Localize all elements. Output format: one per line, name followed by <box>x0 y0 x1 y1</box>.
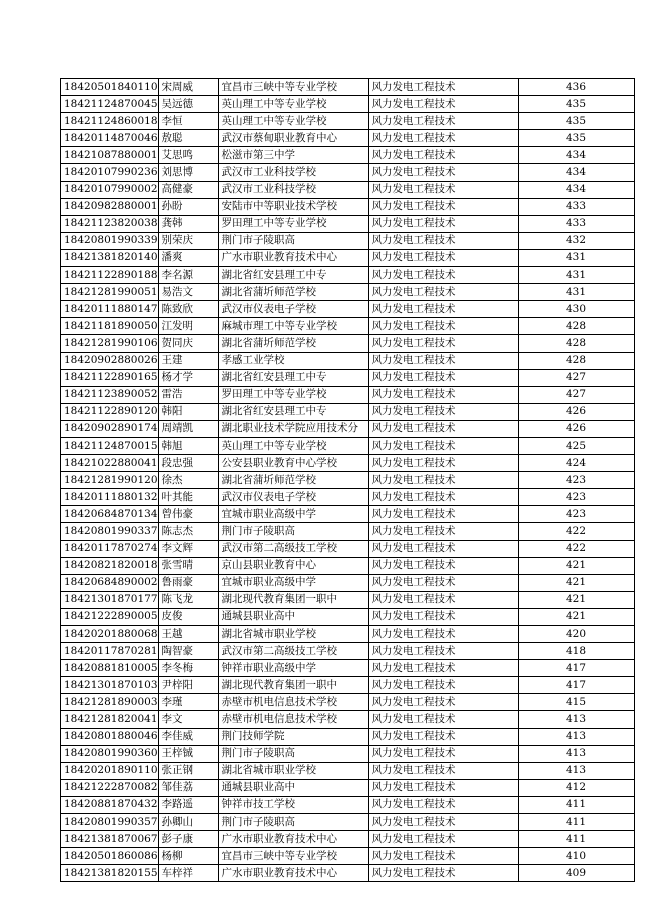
student-name-cell: 杨柳 <box>158 848 218 865</box>
school-cell: 宜城市职业高级中学 <box>218 574 368 591</box>
score-cell: 428 <box>518 335 634 352</box>
school-cell: 武汉市第二高级技工学校 <box>218 643 368 660</box>
major-cell: 风力发电工程技术 <box>368 779 518 796</box>
student-name-cell: 敖聪 <box>158 130 218 147</box>
score-cell: 435 <box>518 96 634 113</box>
exam-number-cell: 18420501840110 <box>61 79 159 96</box>
student-name-cell: 陈飞龙 <box>158 591 218 608</box>
school-cell: 赤壁市机电信息技术学校 <box>218 694 368 711</box>
score-cell: 426 <box>518 403 634 420</box>
school-cell: 广水市职业教育技术中心 <box>218 249 368 266</box>
school-cell: 罗田理工中等专业学校 <box>218 386 368 403</box>
exam-number-cell: 18421222870082 <box>61 779 159 796</box>
table-row <box>61 694 635 711</box>
exam-number-cell: 18420684870134 <box>61 506 159 523</box>
exam-number-cell: 18421301870177 <box>61 591 159 608</box>
school-cell: 通城县职业高中 <box>218 779 368 796</box>
score-cell: 428 <box>518 352 634 369</box>
score-cell: 435 <box>518 130 634 147</box>
student-name-cell: 陈志杰 <box>158 523 218 540</box>
school-cell: 武汉市第二高级技工学校 <box>218 540 368 557</box>
major-cell: 风力发电工程技术 <box>368 420 518 437</box>
school-cell: 武汉市仪表电子学校 <box>218 489 368 506</box>
score-cell: 433 <box>518 215 634 232</box>
table-row <box>61 591 635 608</box>
table-row <box>61 249 635 266</box>
table-row <box>61 506 635 523</box>
student-name-cell: 彭子康 <box>158 831 218 848</box>
major-cell: 风力发电工程技术 <box>368 677 518 694</box>
student-name-cell: 别荣庆 <box>158 232 218 249</box>
exam-number-cell: 18420801990357 <box>61 814 159 831</box>
exam-number-cell: 18420684890002 <box>61 574 159 591</box>
score-cell: 417 <box>518 677 634 694</box>
table-row <box>61 267 635 284</box>
score-cell: 425 <box>518 437 634 454</box>
major-cell: 风力发电工程技术 <box>368 301 518 318</box>
score-cell: 436 <box>518 79 634 96</box>
major-cell: 风力发电工程技术 <box>368 472 518 489</box>
exam-number-cell: 18421087880001 <box>61 147 159 164</box>
table-row <box>61 831 635 848</box>
major-cell: 风力发电工程技术 <box>368 284 518 301</box>
student-name-cell: 李路遥 <box>158 796 218 813</box>
table-row <box>61 455 635 472</box>
table-body <box>61 79 635 882</box>
student-name-cell: 吴远德 <box>158 96 218 113</box>
exam-number-cell: 18421281820041 <box>61 711 159 728</box>
student-name-cell: 尹梓阳 <box>158 677 218 694</box>
score-cell: 422 <box>518 523 634 540</box>
score-cell: 431 <box>518 284 634 301</box>
exam-number-cell: 18420111880132 <box>61 489 159 506</box>
school-cell: 通城县职业高中 <box>218 608 368 625</box>
school-cell: 湖北省城市职业学校 <box>218 626 368 643</box>
major-cell: 风力发电工程技术 <box>368 335 518 352</box>
school-cell: 湖北省红安县理工中专 <box>218 267 368 284</box>
table-row <box>61 318 635 335</box>
school-cell: 湖北省蒲圻师范学校 <box>218 284 368 301</box>
exam-number-cell: 18420801990360 <box>61 745 159 762</box>
table-row <box>61 489 635 506</box>
school-cell: 武汉市蔡甸职业教育中心 <box>218 130 368 147</box>
exam-number-cell: 18420117870274 <box>61 540 159 557</box>
school-cell: 孝感工业学校 <box>218 352 368 369</box>
student-name-cell: 李名源 <box>158 267 218 284</box>
student-name-cell: 潘爽 <box>158 249 218 266</box>
exam-number-cell: 18420881810005 <box>61 660 159 677</box>
exam-number-cell: 18421181890050 <box>61 318 159 335</box>
score-cell: 415 <box>518 694 634 711</box>
student-name-cell: 皮俊 <box>158 608 218 625</box>
table-row <box>61 762 635 779</box>
school-cell: 英山理工中等专业学校 <box>218 437 368 454</box>
major-cell: 风力发电工程技术 <box>368 574 518 591</box>
major-cell: 风力发电工程技术 <box>368 865 518 882</box>
student-name-cell: 李冬梅 <box>158 660 218 677</box>
major-cell: 风力发电工程技术 <box>368 489 518 506</box>
exam-number-cell: 18420107990002 <box>61 181 159 198</box>
school-cell: 湖北省城市职业学校 <box>218 762 368 779</box>
exam-number-cell: 18421122890120 <box>61 403 159 420</box>
major-cell: 风力发电工程技术 <box>368 831 518 848</box>
student-name-cell: 刘思博 <box>158 164 218 181</box>
table-row <box>61 403 635 420</box>
student-name-cell: 艾思鸣 <box>158 147 218 164</box>
score-cell: 421 <box>518 608 634 625</box>
school-cell: 罗田理工中等专业学校 <box>218 215 368 232</box>
score-cell: 409 <box>518 865 634 882</box>
table-row <box>61 96 635 113</box>
major-cell: 风力发电工程技术 <box>368 352 518 369</box>
school-cell: 英山理工中等专业学校 <box>218 96 368 113</box>
exam-number-cell: 18420902890174 <box>61 420 159 437</box>
major-cell: 风力发电工程技术 <box>368 455 518 472</box>
table-row <box>61 848 635 865</box>
score-cell: 431 <box>518 267 634 284</box>
table-row <box>61 284 635 301</box>
school-cell: 京山县职业教育中心 <box>218 557 368 574</box>
school-cell: 广水市职业教育技术中心 <box>218 831 368 848</box>
major-cell: 风力发电工程技术 <box>368 728 518 745</box>
school-cell: 赤壁市机电信息技术学校 <box>218 711 368 728</box>
exam-number-cell: 18421222890005 <box>61 608 159 625</box>
student-name-cell: 王建 <box>158 352 218 369</box>
student-name-cell: 贺同庆 <box>158 335 218 352</box>
major-cell: 风力发电工程技术 <box>368 249 518 266</box>
school-cell: 荆门市子陵职高 <box>218 523 368 540</box>
table-row <box>61 796 635 813</box>
table-row <box>61 557 635 574</box>
table-row <box>61 369 635 386</box>
exam-number-cell: 18420902880026 <box>61 352 159 369</box>
major-cell: 风力发电工程技术 <box>368 745 518 762</box>
exam-number-cell: 18421123820038 <box>61 215 159 232</box>
table-row <box>61 540 635 557</box>
table-row <box>61 779 635 796</box>
exam-number-cell: 18420881870432 <box>61 796 159 813</box>
major-cell: 风力发电工程技术 <box>368 711 518 728</box>
exam-number-cell: 18421301870103 <box>61 677 159 694</box>
exam-number-cell: 18421281990120 <box>61 472 159 489</box>
school-cell: 湖北现代教育集团一职中 <box>218 591 368 608</box>
major-cell: 风力发电工程技术 <box>368 130 518 147</box>
score-cell: 421 <box>518 557 634 574</box>
score-cell: 423 <box>518 472 634 489</box>
score-cell: 424 <box>518 455 634 472</box>
major-cell: 风力发电工程技术 <box>368 694 518 711</box>
student-name-cell: 徐杰 <box>158 472 218 489</box>
exam-number-cell: 18421122890165 <box>61 369 159 386</box>
exam-number-cell: 18420801990337 <box>61 523 159 540</box>
student-name-cell: 易浩文 <box>158 284 218 301</box>
major-cell: 风力发电工程技术 <box>368 848 518 865</box>
school-cell: 湖北省红安县理工中专 <box>218 403 368 420</box>
school-cell: 湖北现代教育集团一职中 <box>218 677 368 694</box>
student-name-cell: 张正钢 <box>158 762 218 779</box>
school-cell: 公安县职业教育中心学校 <box>218 455 368 472</box>
score-cell: 427 <box>518 386 634 403</box>
exam-number-cell: 18420111880147 <box>61 301 159 318</box>
school-cell: 荆门技师学院 <box>218 728 368 745</box>
table-row <box>61 711 635 728</box>
school-cell: 麻城市理工中等专业学校 <box>218 318 368 335</box>
student-name-cell: 王梓铖 <box>158 745 218 762</box>
student-name-cell: 张雪晴 <box>158 557 218 574</box>
student-name-cell: 宋周威 <box>158 79 218 96</box>
student-name-cell: 段忠强 <box>158 455 218 472</box>
score-cell: 430 <box>518 301 634 318</box>
major-cell: 风力发电工程技术 <box>368 96 518 113</box>
table-row <box>61 643 635 660</box>
major-cell: 风力发电工程技术 <box>368 147 518 164</box>
major-cell: 风力发电工程技术 <box>368 267 518 284</box>
student-name-cell: 江发明 <box>158 318 218 335</box>
exam-number-cell: 18420117870281 <box>61 643 159 660</box>
score-cell: 413 <box>518 711 634 728</box>
score-cell: 434 <box>518 181 634 198</box>
score-cell: 426 <box>518 420 634 437</box>
score-cell: 411 <box>518 814 634 831</box>
exam-number-cell: 18421022880041 <box>61 455 159 472</box>
major-cell: 风力发电工程技术 <box>368 198 518 215</box>
table-row <box>61 420 635 437</box>
major-cell: 风力发电工程技术 <box>368 506 518 523</box>
major-cell: 风力发电工程技术 <box>368 523 518 540</box>
school-cell: 湖北省红安县理工中专 <box>218 369 368 386</box>
student-name-cell: 陶智豪 <box>158 643 218 660</box>
school-cell: 安陆市中等职业技术学校 <box>218 198 368 215</box>
exam-number-cell: 18420801990339 <box>61 232 159 249</box>
exam-number-cell: 18421281990106 <box>61 335 159 352</box>
school-cell: 荆门市子陵职高 <box>218 745 368 762</box>
student-name-cell: 高健豪 <box>158 181 218 198</box>
school-cell: 武汉市仪表电子学校 <box>218 301 368 318</box>
student-name-cell: 孙卿山 <box>158 814 218 831</box>
score-cell: 413 <box>518 762 634 779</box>
score-cell: 432 <box>518 232 634 249</box>
school-cell: 荆门市子陵职高 <box>218 814 368 831</box>
score-cell: 431 <box>518 249 634 266</box>
exam-number-cell: 18421381870067 <box>61 831 159 848</box>
table-row <box>61 215 635 232</box>
student-name-cell: 韩阳 <box>158 403 218 420</box>
score-cell: 412 <box>518 779 634 796</box>
school-cell: 松滋市第三中学 <box>218 147 368 164</box>
student-name-cell: 李文 <box>158 711 218 728</box>
major-cell: 风力发电工程技术 <box>368 215 518 232</box>
table-row <box>61 352 635 369</box>
score-cell: 421 <box>518 574 634 591</box>
exam-number-cell: 18420501860086 <box>61 848 159 865</box>
major-cell: 风力发电工程技术 <box>368 318 518 335</box>
exam-number-cell: 18420201890110 <box>61 762 159 779</box>
table-row <box>61 574 635 591</box>
exam-number-cell: 18420107990236 <box>61 164 159 181</box>
score-cell: 428 <box>518 318 634 335</box>
table-row <box>61 147 635 164</box>
student-name-cell: 韩旭 <box>158 437 218 454</box>
school-cell: 湖北省蒲圻师范学校 <box>218 472 368 489</box>
major-cell: 风力发电工程技术 <box>368 369 518 386</box>
table-row <box>61 386 635 403</box>
exam-number-cell: 18421124870045 <box>61 96 159 113</box>
major-cell: 风力发电工程技术 <box>368 386 518 403</box>
score-cell: 418 <box>518 643 634 660</box>
table-row <box>61 130 635 147</box>
score-cell: 422 <box>518 540 634 557</box>
table-row <box>61 437 635 454</box>
table-row <box>61 79 635 96</box>
student-name-cell: 李佳威 <box>158 728 218 745</box>
score-cell: 427 <box>518 369 634 386</box>
table-row <box>61 232 635 249</box>
school-cell: 宜城市职业高级中学 <box>218 506 368 523</box>
score-cell: 410 <box>518 848 634 865</box>
major-cell: 风力发电工程技术 <box>368 232 518 249</box>
student-name-cell: 叶其能 <box>158 489 218 506</box>
school-cell: 湖北省蒲圻师范学校 <box>218 335 368 352</box>
table-row <box>61 164 635 181</box>
major-cell: 风力发电工程技术 <box>368 626 518 643</box>
student-name-cell: 曾伟豪 <box>158 506 218 523</box>
major-cell: 风力发电工程技术 <box>368 181 518 198</box>
table-row <box>61 523 635 540</box>
score-cell: 433 <box>518 198 634 215</box>
school-cell: 宜昌市三峡中等专业学校 <box>218 848 368 865</box>
table-row <box>61 198 635 215</box>
school-cell: 钟祥市技工学校 <box>218 796 368 813</box>
table-row <box>61 608 635 625</box>
major-cell: 风力发电工程技术 <box>368 540 518 557</box>
student-name-cell: 王越 <box>158 626 218 643</box>
school-cell: 钟祥市职业高级中学 <box>218 660 368 677</box>
school-cell: 广水市职业教育技术中心 <box>218 865 368 882</box>
table-row <box>61 335 635 352</box>
major-cell: 风力发电工程技术 <box>368 660 518 677</box>
score-cell: 435 <box>518 113 634 130</box>
exam-number-cell: 18421123890052 <box>61 386 159 403</box>
major-cell: 风力发电工程技术 <box>368 608 518 625</box>
score-cell: 423 <box>518 489 634 506</box>
school-cell: 武汉市工业科技学校 <box>218 164 368 181</box>
exam-number-cell: 18421124870015 <box>61 437 159 454</box>
student-name-cell: 李恒 <box>158 113 218 130</box>
admission-table <box>60 78 635 882</box>
student-name-cell: 周靖凯 <box>158 420 218 437</box>
table-row <box>61 626 635 643</box>
exam-number-cell: 18420201880068 <box>61 626 159 643</box>
student-name-cell: 车梓祥 <box>158 865 218 882</box>
exam-number-cell: 18421122890188 <box>61 267 159 284</box>
table-row <box>61 728 635 745</box>
score-cell: 423 <box>518 506 634 523</box>
table-row <box>61 865 635 882</box>
exam-number-cell: 18421381820155 <box>61 865 159 882</box>
major-cell: 风力发电工程技术 <box>368 403 518 420</box>
exam-number-cell: 18421281990051 <box>61 284 159 301</box>
score-cell: 411 <box>518 831 634 848</box>
major-cell: 风力发电工程技术 <box>368 164 518 181</box>
table-row <box>61 677 635 694</box>
student-name-cell: 龚韩 <box>158 215 218 232</box>
score-cell: 434 <box>518 164 634 181</box>
table-row <box>61 814 635 831</box>
major-cell: 风力发电工程技术 <box>368 437 518 454</box>
student-name-cell: 孙盼 <box>158 198 218 215</box>
score-cell: 420 <box>518 626 634 643</box>
score-cell: 411 <box>518 796 634 813</box>
school-cell: 宜昌市三峡中等专业学校 <box>218 79 368 96</box>
major-cell: 风力发电工程技术 <box>368 557 518 574</box>
exam-number-cell: 18421381820140 <box>61 249 159 266</box>
table-row <box>61 181 635 198</box>
school-cell: 武汉市工业科技学校 <box>218 181 368 198</box>
student-name-cell: 杨才学 <box>158 369 218 386</box>
score-cell: 434 <box>518 147 634 164</box>
major-cell: 风力发电工程技术 <box>368 113 518 130</box>
exam-number-cell: 18420114870046 <box>61 130 159 147</box>
student-name-cell: 陈致欣 <box>158 301 218 318</box>
student-name-cell: 李瑾 <box>158 694 218 711</box>
exam-number-cell: 18420801880046 <box>61 728 159 745</box>
school-cell: 英山理工中等专业学校 <box>218 113 368 130</box>
student-name-cell: 李文辉 <box>158 540 218 557</box>
major-cell: 风力发电工程技术 <box>368 796 518 813</box>
table-row <box>61 472 635 489</box>
major-cell: 风力发电工程技术 <box>368 79 518 96</box>
exam-number-cell: 18420821820018 <box>61 557 159 574</box>
exam-number-cell: 18420982880001 <box>61 198 159 215</box>
table-row <box>61 745 635 762</box>
score-cell: 417 <box>518 660 634 677</box>
student-name-cell: 邹佳荔 <box>158 779 218 796</box>
table-row <box>61 660 635 677</box>
table-row <box>61 301 635 318</box>
score-cell: 421 <box>518 591 634 608</box>
major-cell: 风力发电工程技术 <box>368 591 518 608</box>
student-name-cell: 鲁雨豪 <box>158 574 218 591</box>
school-cell: 荆门市子陵职高 <box>218 232 368 249</box>
score-cell: 413 <box>518 728 634 745</box>
school-cell: 湖北职业技术学院应用技术分 <box>218 420 368 437</box>
student-name-cell: 雷浩 <box>158 386 218 403</box>
exam-number-cell: 18421281890003 <box>61 694 159 711</box>
major-cell: 风力发电工程技术 <box>368 814 518 831</box>
score-cell: 413 <box>518 745 634 762</box>
major-cell: 风力发电工程技术 <box>368 643 518 660</box>
exam-number-cell: 18421124860018 <box>61 113 159 130</box>
major-cell: 风力发电工程技术 <box>368 762 518 779</box>
table-row <box>61 113 635 130</box>
